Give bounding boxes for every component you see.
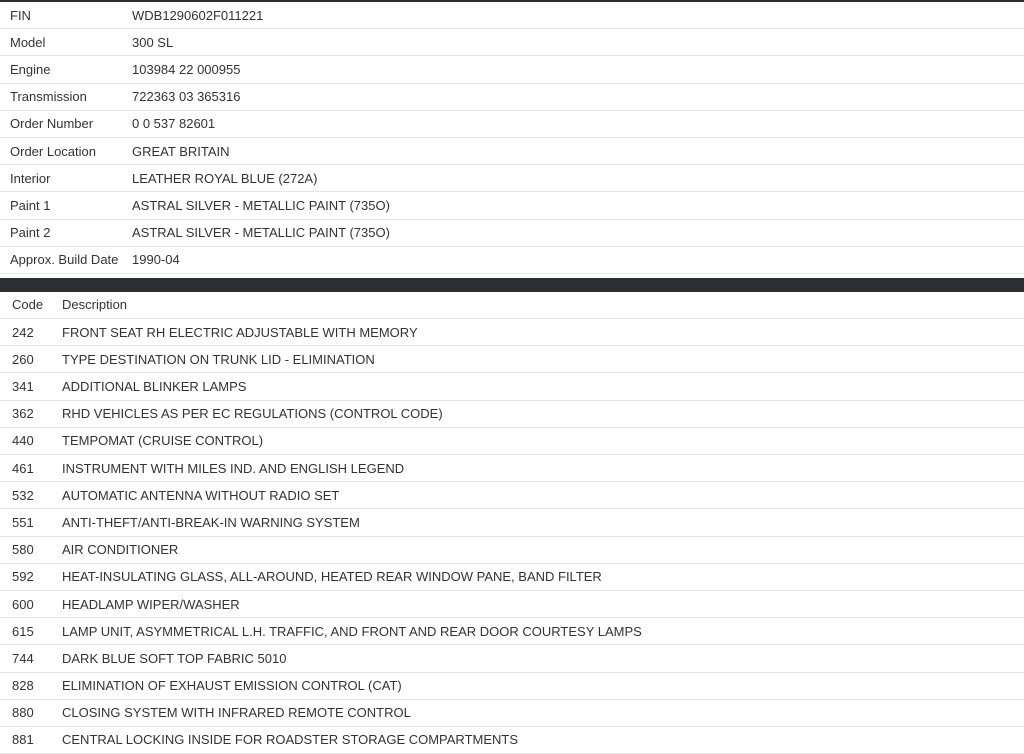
spec-label: Order Location (10, 143, 96, 159)
code-row (0, 373, 1024, 400)
code-cell: 880 (12, 705, 34, 721)
code-row (0, 482, 1024, 509)
spec-label: Model (10, 34, 46, 50)
code-column-header: Code (12, 297, 44, 313)
description-cell: ANTI-THEFT/ANTI-BREAK-IN WARNING SYSTEM (62, 514, 360, 530)
spec-row (0, 192, 1024, 219)
description-cell: AIR CONDITIONER (62, 542, 179, 558)
spec-label: Paint 2 (10, 225, 51, 241)
spec-row (0, 165, 1024, 192)
code-cell: 242 (12, 324, 34, 340)
spec-value: LEATHER ROYAL BLUE (272A) (132, 170, 318, 186)
description-column-header: Description (62, 297, 128, 313)
spec-value: GREAT BRITAIN (132, 143, 230, 159)
option-codes-table (0, 292, 1024, 754)
codes-rows-container (0, 319, 1024, 754)
description-cell: ELIMINATION OF EXHAUST EMISSION CONTROL (CAT) (62, 678, 402, 694)
spec-row (0, 247, 1024, 274)
code-cell: 600 (12, 596, 34, 612)
code-cell: 260 (12, 351, 34, 367)
spec-row (0, 56, 1024, 83)
spec-row (0, 29, 1024, 56)
code-cell: 881 (12, 732, 34, 748)
description-cell: LAMP UNIT, ASYMMETRICAL L.H. TRAFFIC, AND FRONT AND REAR DOOR COURTESY LAMPS (62, 623, 642, 639)
code-cell: 440 (12, 433, 34, 449)
spec-row (0, 111, 1024, 138)
code-cell: 362 (12, 406, 34, 422)
description-cell: INSTRUMENT WITH MILES IND. AND ENGLISH LEGEND (62, 460, 405, 476)
spec-row (0, 220, 1024, 247)
spec-value: WDB1290602F011221 (132, 7, 264, 23)
codes-header-row (0, 292, 1024, 319)
description-cell: TYPE DESTINATION ON TRUNK LID - ELIMINATION (62, 351, 375, 367)
code-row (0, 401, 1024, 428)
description-cell: FRONT SEAT RH ELECTRIC ADJUSTABLE WITH MEMORY (62, 324, 418, 340)
spec-label: Order Number (10, 116, 94, 132)
spec-label: Paint 1 (10, 197, 51, 213)
code-cell: 828 (12, 678, 34, 694)
spec-label: Interior (10, 170, 51, 186)
description-cell: CENTRAL LOCKING INSIDE FOR ROADSTER STORAGE COMPARTMENTS (62, 732, 519, 748)
code-cell: 744 (12, 650, 34, 666)
code-cell: 461 (12, 460, 34, 476)
description-cell: HEADLAMP WIPER/WASHER (62, 596, 240, 612)
spec-value: 1990-04 (132, 252, 180, 268)
description-cell: CLOSING SYSTEM WITH INFRARED REMOTE CONTROL (62, 705, 411, 721)
code-cell: 532 (12, 487, 34, 503)
code-row (0, 428, 1024, 455)
code-cell: 341 (12, 379, 34, 395)
spec-row (0, 2, 1024, 29)
code-row (0, 346, 1024, 373)
code-row (0, 537, 1024, 564)
code-row (0, 319, 1024, 346)
code-cell: 592 (12, 569, 34, 585)
code-row (0, 455, 1024, 482)
spec-value: 722363 03 365316 (132, 89, 241, 105)
spec-row (0, 84, 1024, 111)
spec-value: 300 SL (132, 34, 174, 50)
spec-label: Transmission (10, 89, 87, 105)
code-cell: 580 (12, 542, 34, 558)
code-row (0, 618, 1024, 645)
code-row (0, 591, 1024, 618)
code-row (0, 700, 1024, 727)
description-cell: DARK BLUE SOFT TOP FABRIC 5010 (62, 650, 287, 666)
section-divider-bar (0, 278, 1024, 292)
code-row (0, 509, 1024, 536)
code-row (0, 673, 1024, 700)
spec-value: ASTRAL SILVER - METALLIC PAINT (735O) (132, 197, 390, 213)
description-cell: RHD VEHICLES AS PER EC REGULATIONS (CONTROL CODE) (62, 406, 443, 422)
description-cell: ADDITIONAL BLINKER LAMPS (62, 379, 247, 395)
description-cell: TEMPOMAT (CRUISE CONTROL) (62, 433, 264, 449)
description-cell: AUTOMATIC ANTENNA WITHOUT RADIO SET (62, 487, 340, 503)
spec-label: Approx. Build Date (10, 252, 119, 268)
code-cell: 551 (12, 514, 34, 530)
code-row (0, 564, 1024, 591)
code-cell: 615 (12, 623, 34, 639)
code-row (0, 645, 1024, 672)
spec-value: ASTRAL SILVER - METALLIC PAINT (735O) (132, 225, 390, 241)
spec-row (0, 138, 1024, 165)
spec-value: 103984 22 000955 (132, 61, 241, 77)
description-cell: HEAT-INSULATING GLASS, ALL-AROUND, HEATED REAR WINDOW PANE, BAND FILTER (62, 569, 602, 585)
spec-label: Engine (10, 61, 51, 77)
spec-label: FIN (10, 7, 31, 23)
spec-value: 0 0 537 82601 (132, 116, 216, 132)
vehicle-spec-table (0, 2, 1024, 274)
code-row (0, 727, 1024, 754)
